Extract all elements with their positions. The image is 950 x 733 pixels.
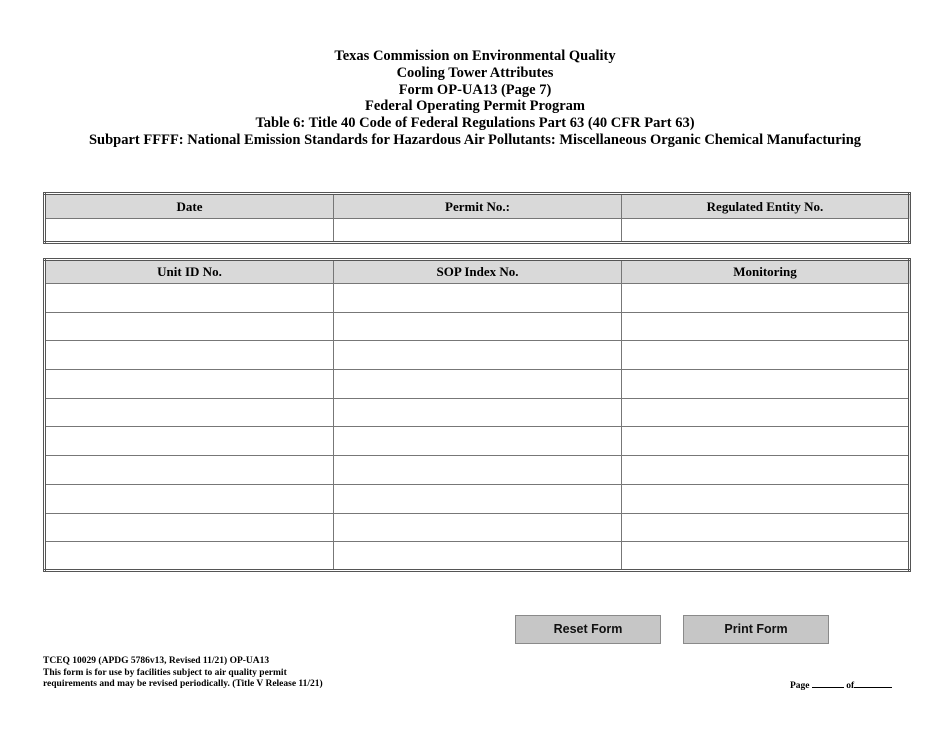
table-cell [334, 513, 622, 542]
unit-id-field[interactable] [46, 313, 333, 341]
print-form-button[interactable]: Print Form [683, 615, 829, 644]
form-header [0, 48, 950, 149]
permit-no-field[interactable] [334, 219, 621, 241]
permit-no-cell [334, 219, 622, 243]
table-cell [45, 341, 334, 370]
unit-id-field[interactable] [46, 370, 333, 398]
footer-usage-note: This form is for use by facilities subject to air quality permit [43, 667, 287, 678]
table-cell [334, 284, 622, 313]
table-cell [45, 398, 334, 427]
table-row [45, 284, 910, 313]
header-agency: Texas Commission on Environmental Quality [334, 48, 616, 64]
table-cell [334, 484, 622, 513]
table-row [45, 427, 910, 456]
unit-id-field[interactable] [46, 456, 333, 484]
table-cell [45, 427, 334, 456]
sop-index-field[interactable] [334, 456, 621, 484]
page-label: Page [790, 681, 810, 691]
table-cell [45, 484, 334, 513]
header-subpart: Subpart FFFF: National Emission Standards for Hazardous Air Pollutants: Miscellaneous Organic Chemical Manufacturing [88, 131, 862, 148]
table-cell [622, 513, 910, 542]
footer-form-id: TCEQ 10029 (APDG 5786v13, Revised 11/21) OP-UA13 [43, 656, 270, 666]
header-form-subject: Cooling Tower Attributes [396, 64, 554, 81]
monitoring-field[interactable] [622, 399, 908, 427]
regulated-entity-header: Regulated Entity No. [622, 194, 910, 219]
sop-index-field[interactable] [334, 341, 621, 369]
table-row [45, 398, 910, 427]
table-row [45, 370, 910, 399]
table-cell [622, 284, 910, 313]
regulated-entity-field[interactable] [622, 219, 908, 241]
table-row [45, 513, 910, 542]
table-cell [622, 484, 910, 513]
sop-index-header: SOP Index No. [334, 260, 622, 284]
footer-release-note: requirements and may be revised periodically. (Title V Release 11/21) [43, 679, 323, 690]
page-number [790, 679, 892, 691]
monitoring-field[interactable] [622, 313, 908, 341]
header-program: Federal Operating Permit Program [365, 98, 585, 115]
unit-id-field[interactable] [46, 399, 333, 427]
table-cell [45, 284, 334, 313]
monitoring-field[interactable] [622, 284, 908, 312]
table-cell [45, 312, 334, 341]
sop-index-field[interactable] [334, 284, 621, 312]
table-cell [334, 456, 622, 485]
table-cell [622, 370, 910, 399]
table-row [45, 341, 910, 370]
monitoring-field[interactable] [622, 514, 908, 542]
table-cell [334, 312, 622, 341]
header-form-number: Form OP-UA13 (Page 7) [398, 81, 552, 98]
unit-id-field[interactable] [46, 341, 333, 369]
table-cell [45, 370, 334, 399]
sop-index-field[interactable] [334, 399, 621, 427]
unit-table [43, 258, 911, 572]
table-cell [334, 341, 622, 370]
monitoring-field[interactable] [622, 456, 908, 484]
unit-id-header: Unit ID No. [45, 260, 334, 284]
date-header: Date [45, 194, 334, 219]
sop-index-field[interactable] [334, 514, 621, 542]
page-total-field[interactable] [854, 679, 892, 688]
table-cell [45, 542, 334, 571]
sop-index-field[interactable] [334, 485, 621, 513]
table-cell [622, 542, 910, 571]
table-cell [334, 398, 622, 427]
sop-index-field[interactable] [334, 313, 621, 341]
table-cell [45, 456, 334, 485]
permit-info-table [43, 192, 911, 244]
monitoring-field[interactable] [622, 542, 908, 569]
unit-id-field[interactable] [46, 542, 333, 569]
header-table-title: Table 6: Title 40 Code of Federal Regulations Part 63 (40 CFR Part 63) [255, 115, 695, 132]
unit-id-field[interactable] [46, 514, 333, 542]
date-field[interactable] [46, 219, 333, 241]
reset-form-button[interactable]: Reset Form [515, 615, 661, 644]
unit-id-field[interactable] [46, 427, 333, 455]
unit-id-field[interactable] [46, 485, 333, 513]
table-cell [334, 542, 622, 571]
date-cell [45, 219, 334, 243]
table-cell [334, 427, 622, 456]
monitoring-header: Monitoring [622, 260, 910, 284]
table-cell [334, 370, 622, 399]
unit-id-field[interactable] [46, 284, 333, 312]
sop-index-field[interactable] [334, 370, 621, 398]
table-row [45, 484, 910, 513]
page-current-field[interactable] [812, 679, 844, 688]
sop-index-field[interactable] [334, 427, 621, 455]
table-cell [622, 341, 910, 370]
table-row [45, 456, 910, 485]
monitoring-field[interactable] [622, 485, 908, 513]
unit-table-body [45, 284, 910, 571]
of-label: of [846, 681, 855, 691]
table-cell [622, 427, 910, 456]
table-cell [45, 513, 334, 542]
sop-index-field[interactable] [334, 542, 621, 569]
monitoring-field[interactable] [622, 427, 908, 455]
permit-no-header: Permit No.: [334, 194, 622, 219]
table-cell [622, 456, 910, 485]
table-row [45, 542, 910, 571]
table-row [45, 312, 910, 341]
table-cell [622, 312, 910, 341]
monitoring-field[interactable] [622, 341, 908, 369]
table-cell [622, 398, 910, 427]
form-footer [43, 656, 323, 691]
regulated-entity-cell [622, 219, 910, 243]
monitoring-field[interactable] [622, 370, 908, 398]
